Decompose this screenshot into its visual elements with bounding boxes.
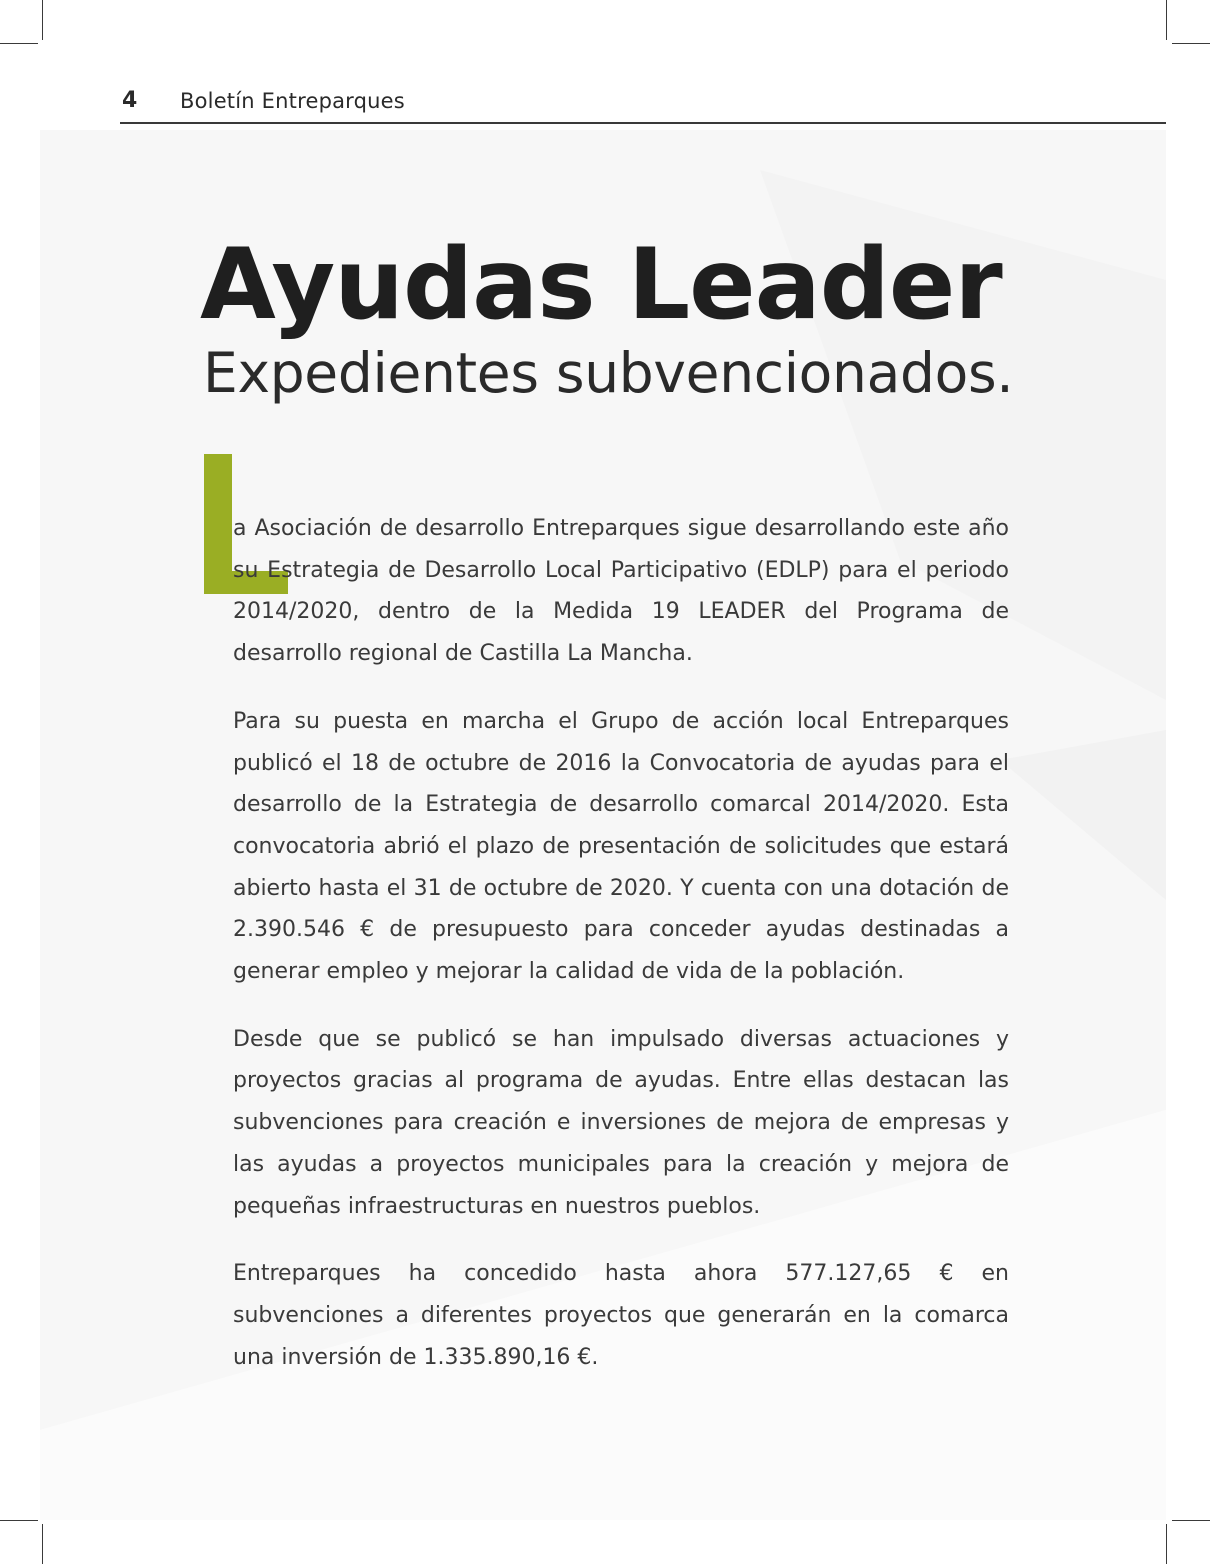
crop-mark-bottom-right-vertical	[1166, 1524, 1167, 1564]
running-header	[120, 86, 1166, 124]
crop-mark-bottom-right-horizontal	[1172, 1520, 1210, 1521]
paragraph-4: Entreparques ha concedido hasta ahora 577.127,65 € en subvenciones a diferentes proyectos que generarán en la comarca una inversión de 1.335.890,16 €.	[233, 1261, 1009, 1370]
crop-mark-top-right-vertical	[1166, 0, 1167, 40]
crop-mark-bottom-left-horizontal	[0, 1520, 38, 1521]
article-title: Ayudas Leader	[200, 228, 1002, 342]
article-subtitle: Expedientes subvencionados.	[203, 341, 1014, 405]
page-number: 4	[122, 88, 138, 113]
crop-mark-top-right-horizontal	[1172, 43, 1210, 44]
running-title: Boletín Entreparques	[180, 89, 405, 113]
paragraph-2: Para su puesta en marcha el Grupo de acción local Entreparques publicó el 18 de octubre de 2016 la Convocatoria de ayudas para el desarrollo de la Estrategia de desarrollo comarcal 2014/2020. Esta convocatoria abrió el plazo de presentación de solicitudes que estará abierto hasta el 31 de octubre de 2020. Y cuenta con una dotación de 2.390.546 € de presupuesto para conceder ayudas destinadas a generar empleo y mejorar la calidad de vida de la población.	[233, 708, 1009, 985]
crop-mark-top-left-horizontal	[0, 43, 38, 44]
crop-mark-top-left-vertical	[42, 0, 43, 40]
crop-mark-bottom-left-vertical	[42, 1524, 43, 1564]
article-body	[233, 508, 1009, 1404]
paragraph-3: Desde que se publicó se han impulsado diversas actuaciones y proyectos gracias al programa de ayudas. Entre ellas destacan las subvenciones para creación e inversiones de mejora de empresas y las ayudas a proyectos municipales para la creación y mejora de pequeñas infraestructuras en nuestros pueblos.	[233, 1026, 1009, 1219]
paragraph-1: a Asociación de desarrollo Entreparques sigue desarrollando este año su Estrategia de Desarrollo Local Participativo (EDLP) para el periodo 2014/2020, dentro de la Medida 19 LEADER del Programa de desarrollo regional de Castilla La Mancha.	[233, 516, 1009, 667]
